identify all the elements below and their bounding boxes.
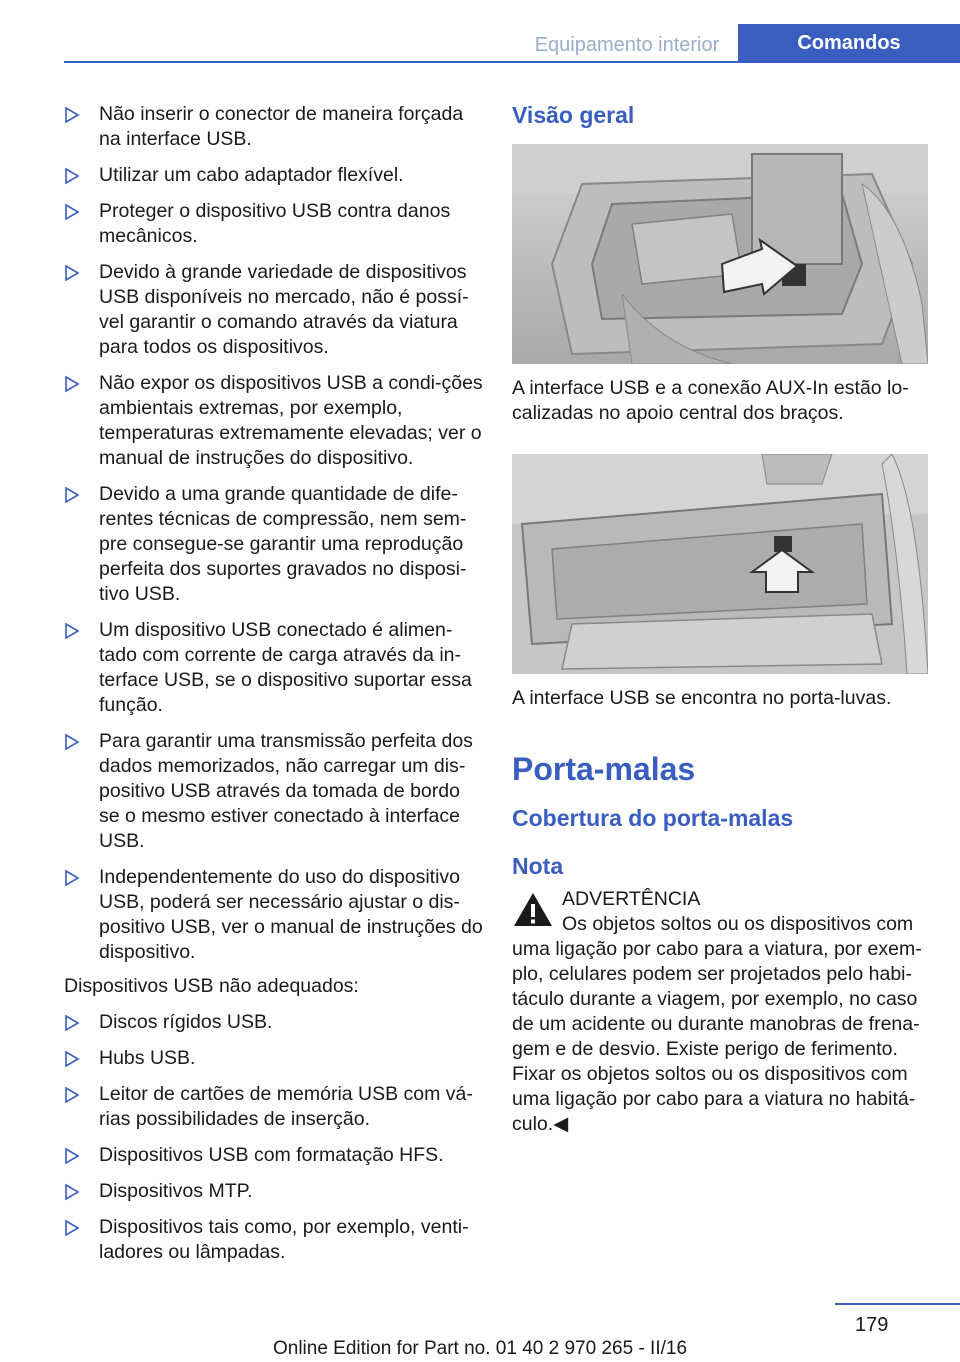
bullet-triangle-icon bbox=[64, 1219, 80, 1237]
page-number: 179 bbox=[855, 1314, 889, 1336]
bullet-triangle-icon bbox=[64, 106, 80, 124]
overview-heading: Visão geral bbox=[512, 102, 635, 128]
list-item-text: Devido a uma grande quantidade de dife-rentes técnicas de compressão, nem sem-pre consegue-se garantir uma reprodução perfeita dos suportes gravados no disposi-tivo USB. bbox=[99, 483, 467, 605]
bullet-triangle-icon bbox=[64, 167, 80, 185]
header-section-title: Equipamento interior bbox=[534, 34, 720, 56]
list-item-text: Leitor de cartões de memória USB com vá-rias possibilidades de inserção. bbox=[99, 1083, 473, 1130]
unsuitable-devices-list bbox=[64, 1010, 484, 1265]
bullet-triangle-icon bbox=[64, 1050, 80, 1068]
bullet-triangle-icon bbox=[64, 375, 80, 393]
glovebox-caption: A interface USB se encontra no porta-luvas. bbox=[512, 687, 892, 709]
list-item-text: Devido à grande variedade de dispositivos USB disponíveis no mercado, não é possí-vel garantir o comando através da viatura para todos os dispositivos. bbox=[99, 261, 469, 358]
edition-footer: Online Edition for Part no. 01 40 2 970 265 - II/16 bbox=[272, 1338, 688, 1359]
warning-triangle-icon bbox=[512, 891, 554, 929]
bullet-triangle-icon bbox=[64, 1086, 80, 1104]
list-item-text: Hubs USB. bbox=[99, 1047, 196, 1069]
warning-title: ADVERTÊNCIA bbox=[562, 888, 701, 910]
list-item bbox=[64, 618, 484, 718]
list-item-text: Dispositivos MTP. bbox=[99, 1180, 253, 1202]
list-item-text: Dispositivos tais como, por exemplo, venti-ladores ou lâmpadas. bbox=[99, 1216, 469, 1263]
bullet-triangle-icon bbox=[64, 1147, 80, 1165]
list-item-text: Proteger o dispositivo USB contra danos mecânicos. bbox=[99, 200, 451, 247]
list-item-text: Dispositivos USB com formatação HFS. bbox=[99, 1144, 444, 1166]
list-item bbox=[64, 199, 484, 249]
list-item bbox=[64, 729, 484, 854]
bullet-triangle-icon bbox=[64, 264, 80, 282]
armrest-caption: A interface USB e a conexão AUX-In estão lo‐calizadas no apoio central dos braços. bbox=[512, 377, 909, 424]
header-chapter-tab: Comandos bbox=[738, 24, 960, 62]
list-item bbox=[64, 260, 484, 360]
glovebox-usb-illustration bbox=[512, 454, 928, 674]
usb-notes-list bbox=[64, 102, 484, 965]
list-item-text: Um dispositivo USB conectado é alimen-tado com corrente de carga através da in-terface USB, se o dispositivo suportar essa função. bbox=[99, 619, 472, 716]
list-item-text: Utilizar um cabo adaptador flexível. bbox=[99, 164, 404, 186]
list-item-text: Não inserir o conector de maneira forçada na interface USB. bbox=[99, 103, 464, 150]
list-item-text: Discos rígidos USB. bbox=[99, 1011, 273, 1033]
list-item bbox=[64, 371, 484, 471]
warning-text: Os objetos soltos ou os dispositivos com uma ligação por cabo para a viatura, por exem‐plo, celulares podem ser projetados pelo habi‐táculo durante a viagem, por exemplo, no caso de um acidente ou durante manobras de frena‐gem e de desvio. Existe perigo de ferimento. Fixar os objetos soltos ou os dispositivos com uma ligação por cabo para a viatura no habitá‐culo.◀ bbox=[512, 913, 922, 1135]
header-rule bbox=[64, 61, 960, 63]
bullet-triangle-icon bbox=[64, 622, 80, 640]
armrest-usb-figure bbox=[512, 144, 928, 364]
right-column bbox=[512, 100, 932, 1137]
bullet-triangle-icon bbox=[64, 486, 80, 504]
footer-rule bbox=[835, 1303, 960, 1305]
warning-block bbox=[512, 887, 932, 912]
list-item bbox=[64, 102, 484, 152]
bullet-triangle-icon bbox=[64, 1014, 80, 1032]
list-item bbox=[64, 1010, 484, 1035]
list-item-text: Independentemente do uso do dispositivo USB, poderá ser necessário ajustar o dis-positivo USB, ver o manual de instruções do dispositivo. bbox=[99, 866, 483, 963]
section-heading: Porta-malas bbox=[512, 751, 696, 787]
list-item bbox=[64, 1215, 484, 1265]
list-item bbox=[64, 482, 484, 607]
unsuitable-devices-intro: Dispositivos USB não adequados: bbox=[64, 975, 359, 997]
armrest-usb-illustration bbox=[512, 144, 928, 364]
list-item bbox=[64, 865, 484, 965]
list-item bbox=[64, 163, 484, 188]
list-item bbox=[64, 1082, 484, 1132]
bullet-triangle-icon bbox=[64, 1183, 80, 1201]
left-column bbox=[64, 102, 484, 1276]
glovebox-usb-figure bbox=[512, 454, 928, 674]
list-item bbox=[64, 1143, 484, 1168]
note-heading: Nota bbox=[512, 853, 564, 879]
list-item-text: Para garantir uma transmissão perfeita dos dados memorizados, não carregar um dis-positivo USB através da tomada de bordo se o mesmo estiver conectado à interface USB. bbox=[99, 730, 473, 852]
list-item bbox=[64, 1179, 484, 1204]
list-item bbox=[64, 1046, 484, 1071]
subsection-heading: Cobertura do porta-malas bbox=[512, 805, 794, 831]
list-item-text: Não expor os dispositivos USB a condi-ções ambientais extremas, por exemplo, temperaturas extremamente elevadas; ver o manual de instruções do dispositivo. bbox=[99, 372, 483, 469]
bullet-triangle-icon bbox=[64, 733, 80, 751]
bullet-triangle-icon bbox=[64, 869, 80, 887]
bullet-triangle-icon bbox=[64, 203, 80, 221]
